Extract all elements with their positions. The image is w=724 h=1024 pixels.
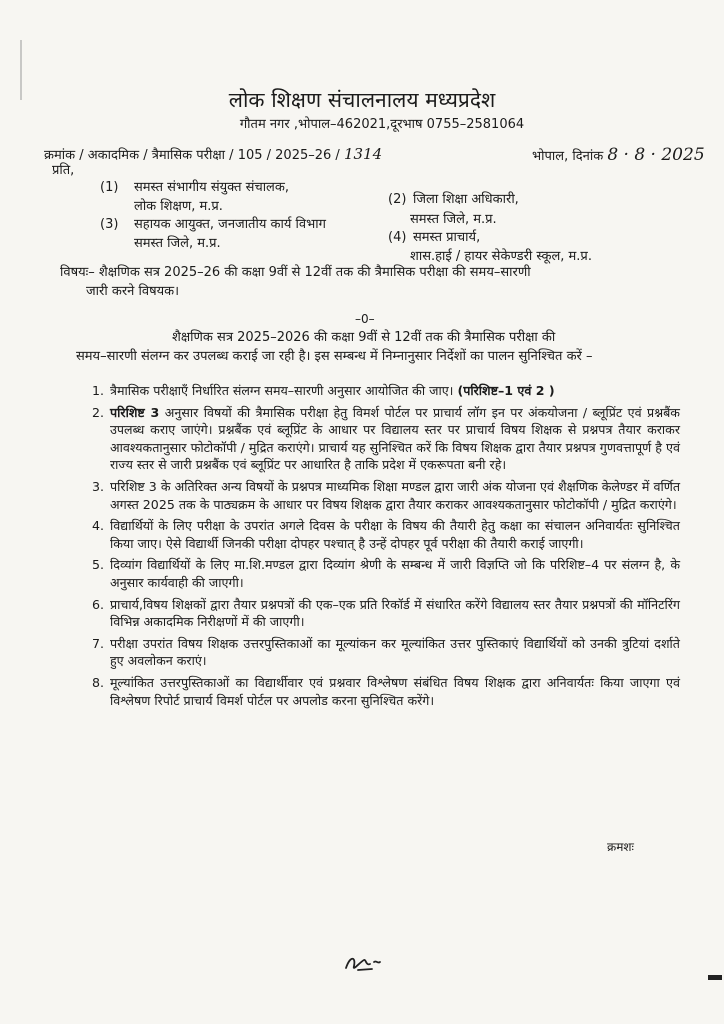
continued-marker: क्रमशः bbox=[607, 840, 634, 854]
list-item: 6. प्राचार्य,विषय शिक्षकों द्वारा तैयार प्रश्नपत्रों की एक–एक प्रति रिकॉर्ड में संधारित करेंगे विद्यालय स्तर तैयार प्रश्नपत्रों की मॉनिटरिंग विभिन्न अकादमिक निरीक्षणों में की जाएगी। bbox=[92, 596, 680, 630]
subject-block bbox=[60, 263, 531, 301]
recipient-line: समस्त जिले, म.प्र. bbox=[410, 212, 497, 227]
letter-date bbox=[532, 145, 705, 165]
date-handwritten: 8 · 8 · 2025 bbox=[607, 145, 705, 165]
recipient-3 bbox=[100, 215, 326, 251]
department-title: लोक शिक्षण संचालनालय मध्यप्रदेश bbox=[228, 88, 496, 112]
signature-mark bbox=[342, 950, 386, 976]
recipient-2 bbox=[388, 190, 519, 227]
subject-line: जारी करने विषयक। bbox=[86, 284, 180, 299]
reference-number bbox=[44, 145, 382, 163]
recipient-line: समस्त संभागीय संयुक्त संचालक, bbox=[134, 180, 289, 195]
recipient-line: शास.हाई / हायर सेकेण्डरी स्कूल, म.प्र. bbox=[410, 249, 592, 264]
intro-paragraph bbox=[76, 328, 676, 366]
section-separator: –0– bbox=[355, 312, 375, 326]
recipient-line: समस्त प्राचार्य, bbox=[413, 230, 481, 245]
reference-prefix: क्रमांक / अकादमिक / त्रैमासिक परीक्षा / 105 / 2025–26 / bbox=[44, 148, 340, 163]
subject-label: विषयः– bbox=[60, 265, 95, 280]
intro-line: समय–सारणी संलग्न कर उपलब्ध कराई जा रही है। इस सम्बन्ध में निम्नानुसार निर्देशों का पालन सुनिश्चित करें – bbox=[76, 349, 593, 364]
list-item: 7. परीक्षा उपरांत विषय शिक्षक उत्तरपुस्तिकाओं का मूल्यांकन कर मूल्यांकित उत्तर पुस्तिकाएं विद्यार्थियों को उनकी त्रुटियां दर्शाते हुए अवलोकन कराएं। bbox=[92, 635, 680, 669]
recipient-line: समस्त जिले, म.प्र. bbox=[134, 236, 221, 251]
date-prefix: भोपाल, दिनांक bbox=[532, 149, 604, 164]
list-item: 4. विद्यार्थियों के लिए परीक्षा के उपरांत अगले दिवस के परीक्षा के विषय की तैयारी हेतु कक्षा का संचालन अनिवार्यतः सुनिश्चित किया जाए। ऐसे विद्यार्थी जिनकी परीक्षा दोपहर पश्चात् है उन्हें दोपहर पूर्व परीक्षा की तैयारी कराई जाएगी। bbox=[92, 518, 680, 551]
list-item: 3. परिशिष्ट 3 के अतिरिक्त अन्य विषयों के प्रश्नपत्र माध्यमिक शिक्षा मण्डल द्वारा जारी अंक योजना एवं शैक्षणिक केलेण्डर में वर्णित अगस्त 2025 तक के पाठ्यक्रम के आधार पर विषय शिक्षक द्वारा तैयार कराकर आवश्यकतानुसार फोटोकॉपी / मुद्रित कराएंगे। bbox=[92, 478, 680, 512]
intro-line: शैक्षणिक सत्र 2025–2026 की कक्षा 9वीं से 12वीं तक की त्रैमासिक परीक्षा की bbox=[172, 330, 556, 345]
list-item: 2. परिशिष्ट 3 अनुसार विषयों की त्रैमासिक परीक्षा हेतु विमर्श पोर्टल पर प्राचार्य लॉग इन पर अंकयोजना / ब्लूप्रिंट एवं प्रश्नबैंक उपलब्ध कराए जाएंगे। प्रश्नबैंक एवं ब्लूप्रिंट के आधार पर विद्यालय स्तर पर प्राचार्य विषय शिक्षक से प्रश्नपत्र तैयार कराकर आवश्यकतानुसार फोटोकॉपी / मुद्रित कराएंगे। प्राचार्य यह सुनिश्चित करें कि विषय शिक्षक द्वारा तैयार प्रश्नपत्र गुणवत्तापूर्ण है एवं राज्य स्तर से जारी प्रश्नबैंक एवं ब्लूप्रिंट पर आधारित है ताकि प्रदेश में एकरूपता बनी रहे। bbox=[92, 404, 680, 473]
recipient-line: जिला शिक्षा अधिकारी, bbox=[413, 192, 519, 207]
salutation-prati: प्रति, bbox=[52, 163, 75, 178]
recipient-4 bbox=[388, 228, 592, 264]
scan-edge-mark bbox=[708, 975, 722, 980]
recipient-1 bbox=[100, 178, 289, 214]
recipient-line: सहायक आयुक्त, जनजातीय कार्य विभाग bbox=[134, 217, 326, 232]
list-item: 8. मूल्यांकित उत्तरपुस्तिकाओं का विद्यार्थीवार एवं प्रश्नवार विश्लेषण संबंधित विषय शिक्षक द्वारा अनिवार्यतः किया जाएगा एवं विश्लेषण रिपोर्ट प्राचार्य विमर्श पोर्टल पर अपलोड करना सुनिश्चित करेंगे। bbox=[92, 674, 680, 708]
recipient-number: (1) bbox=[100, 180, 119, 195]
list-item: 5. दिव्यांग विद्यार्थियों के लिए मा.शि.मण्डल द्वारा दिव्यांग श्रेणी के सम्बन्ध में जारी विज्ञप्ति जो कि परिशिष्ट–4 पर संलग्न है, के अनुसार कार्यवाही की जाएगी। bbox=[92, 557, 680, 590]
recipient-number: (4) bbox=[388, 230, 407, 245]
reference-handwritten-number: 1314 bbox=[343, 145, 383, 163]
recipient-number: (2) bbox=[388, 192, 407, 207]
instruction-list bbox=[92, 382, 680, 713]
list-item: 1. त्रैमासिक परीक्षाएँ निर्धारित संलग्न समय–सारणी अनुसार आयोजित की जाए। (परिशिष्ट–1 एवं 2 ) bbox=[92, 383, 555, 398]
recipient-number: (3) bbox=[100, 217, 119, 232]
department-address: गौतम नगर ,भोपाल–462021,दूरभाष 0755–2581064 bbox=[239, 117, 525, 132]
recipient-line: लोक शिक्षण, म.प्र. bbox=[134, 199, 223, 214]
subject-line: शैक्षणिक सत्र 2025–26 की कक्षा 9वीं से 12वीं तक की त्रैमासिक परीक्षा की समय–सारणी bbox=[98, 265, 531, 280]
